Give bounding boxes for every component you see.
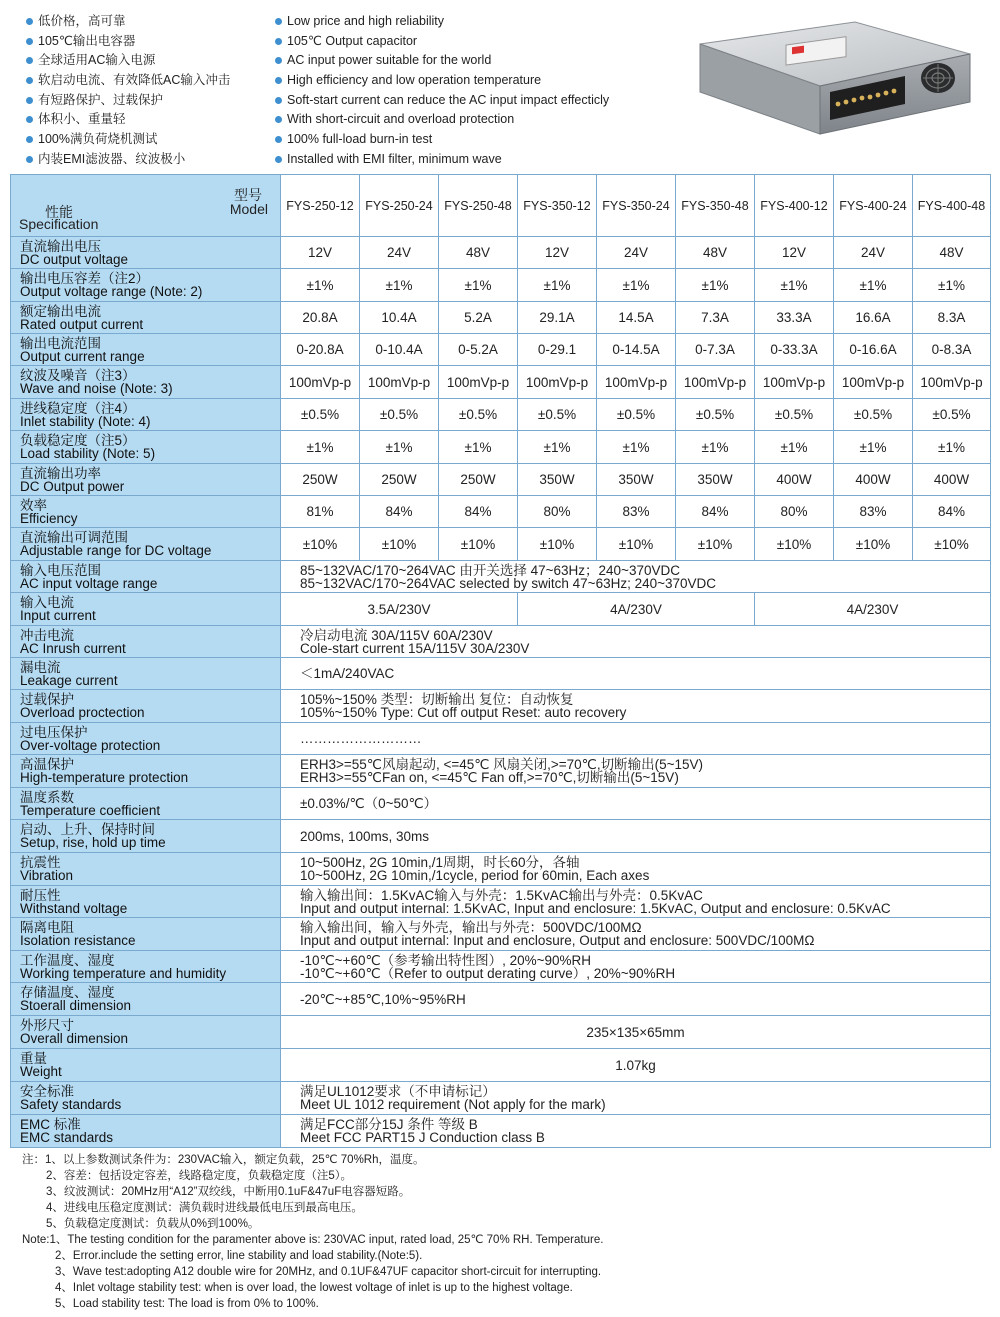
value-cell: 7.3A <box>676 302 755 334</box>
value-cell: 100mVp-p <box>834 366 913 399</box>
value-cell: ±10% <box>755 528 834 561</box>
value-cell: ±10% <box>281 528 360 561</box>
value-cell: ±1% <box>834 431 913 464</box>
spec-row <box>11 690 991 723</box>
value-cell: 0-5.2A <box>439 334 518 366</box>
row-label: 直流输出可调范围 Adjustable range for DC voltage <box>11 528 281 561</box>
input-current-row <box>11 593 991 626</box>
bullet-dot-icon <box>275 77 282 84</box>
row-label: 直流输出功率 DC Output power <box>11 464 281 496</box>
value-cell: ±0.5% <box>597 399 676 431</box>
spec-row <box>11 723 991 755</box>
center-rows <box>11 1016 991 1082</box>
value-cell: ±10% <box>913 528 991 561</box>
spec-row <box>11 366 991 399</box>
value-cell: ±10% <box>834 528 913 561</box>
value-cell: 48V <box>439 237 518 269</box>
note-line: 3、Wave test:adopting A12 double wire for 20MHz, and 0.1UF&47UF capacitor short-circuit for interrupting. <box>55 1266 602 1279</box>
row-value: ……………………… <box>281 723 991 755</box>
value-cell: 83% <box>834 496 913 528</box>
row-label: EMC 标准 EMC standards <box>11 1115 281 1148</box>
row-label: 启动、上升、保持时间 Setup, rise, hold up time <box>11 820 281 853</box>
value-cell: ±10% <box>518 528 597 561</box>
value-cell: 3.5A/230V <box>281 593 518 626</box>
value-cell: 0-8.3A <box>913 334 991 366</box>
note-line: 2、容差：包括设定容差，线路稳定度，负载稳定度（注5）。 <box>46 1170 353 1183</box>
value-cell: 29.1A <box>518 302 597 334</box>
value-cell: 20.8A <box>281 302 360 334</box>
value-cell: 24V <box>360 237 439 269</box>
value-cell: ±0.5% <box>439 399 518 431</box>
spec-row <box>11 1115 991 1148</box>
model-header-cell: FYS-350-12 <box>518 175 597 237</box>
spec-row <box>11 853 991 886</box>
value-cell: 0-29.1 <box>518 334 597 366</box>
row-label: 存储温度、湿度 Stoerall dimension <box>11 983 281 1016</box>
value-cell: 16.6A <box>834 302 913 334</box>
row-value: ERH3>=55℃风扇起动, <=45℃ 风扇关闭,>=70℃,切断输出(5~15V) ERH3>=55℃Fan on, <=45℃ Fan off,>=70℃,切断输出(5~15V) <box>281 755 991 788</box>
bullet-dot-icon <box>26 77 33 84</box>
model-header-cell: FYS-250-12 <box>281 175 360 237</box>
feature-item: 全球适用AC输入电源 <box>26 51 230 71</box>
row-value: 满足FCC部分15J 条件 等级 B Meet FCC PART15 J Conduction class B <box>281 1115 991 1148</box>
bullet-dot-icon <box>26 156 33 163</box>
row-label: 过载保护 Overload proctection <box>11 690 281 723</box>
note-line: Note:1、The testing condition for the paramenter above is: 230VAC input, rated load, 25℃ 70% RH. Temperature. <box>22 1234 604 1246</box>
value-cell: 48V <box>676 237 755 269</box>
bullet-dot-icon <box>275 156 282 163</box>
row-value: 200ms, 100ms, 30ms <box>281 820 991 853</box>
spec-row <box>11 399 991 431</box>
value-cell: 100mVp-p <box>913 366 991 399</box>
row-value: 105%~150% 类型：切断输出 复位：自动恢复 105%~150% Type: Cut off output Reset: auto recovery <box>281 690 991 723</box>
value-cell: 48V <box>913 237 991 269</box>
value-cell: 84% <box>360 496 439 528</box>
value-cell: ±0.5% <box>676 399 755 431</box>
value-cell: ±1% <box>834 269 913 302</box>
row-label: 外形尺寸 Overall dimension <box>11 1016 281 1049</box>
value-cell: 100mVp-p <box>439 366 518 399</box>
note-line: 2、Error.include the setting error, line stability and load stability.(Note:5). <box>55 1250 423 1263</box>
value-cell: ±1% <box>913 431 991 464</box>
header-corner-cell <box>11 175 281 237</box>
bullet-dot-icon <box>26 116 33 123</box>
note-line: 5、负载稳定度测试：负载从0%到100%。 <box>46 1218 260 1231</box>
value-cell: 24V <box>597 237 676 269</box>
feature-item: 内装EMI滤波器、纹波极小 <box>26 150 230 170</box>
feature-item: Soft-start current can reduce the AC input impact effecticly <box>275 91 609 111</box>
model-header-cell: FYS-350-48 <box>676 175 755 237</box>
value-cell: 100mVp-p <box>597 366 676 399</box>
bullet-dot-icon <box>275 38 282 45</box>
feature-item: 软启动电流、有效降低AC输入冲击 <box>26 71 230 91</box>
row-label: 重量 Weight <box>11 1049 281 1082</box>
bullet-dot-icon <box>26 97 33 104</box>
feature-item: High efficiency and low operation temperature <box>275 71 609 91</box>
model-header-cell: FYS-400-48 <box>913 175 991 237</box>
value-rows <box>11 237 991 561</box>
spec-table <box>10 174 991 1148</box>
row-label: 额定输出电流 Rated output current <box>11 302 281 334</box>
value-cell: 250W <box>281 464 360 496</box>
bullet-dot-icon <box>275 116 282 123</box>
feature-item: Low price and high reliability <box>275 12 609 32</box>
row-value: ＜1mA/240VAC <box>281 658 991 690</box>
value-cell: 84% <box>676 496 755 528</box>
feature-item: 体积小、重量轻 <box>26 110 230 130</box>
row-value: -20℃~+85℃,10%~95%RH <box>281 983 991 1016</box>
feature-item: AC input power suitable for the world <box>275 51 609 71</box>
spec-row <box>11 788 991 820</box>
value-cell: ±10% <box>676 528 755 561</box>
features-section <box>0 0 1000 172</box>
value-cell: 4A/230V <box>755 593 991 626</box>
value-cell: ±1% <box>755 269 834 302</box>
row-value: -10℃~+60℃（参考输出特性图）, 20%~90%RH -10℃~+60℃（Refer to output derating curve）, 20%~90%RH <box>281 951 991 983</box>
header-row <box>11 175 991 237</box>
value-cell: 33.3A <box>755 302 834 334</box>
spec-row <box>11 918 991 951</box>
spec-row <box>11 528 991 561</box>
model-header-cell: FYS-250-48 <box>439 175 518 237</box>
value-cell: 0-10.4A <box>360 334 439 366</box>
bullet-dot-icon <box>275 18 282 25</box>
value-cell: ±0.5% <box>281 399 360 431</box>
value-cell: ±10% <box>439 528 518 561</box>
row-label: 抗震性 Vibration <box>11 853 281 886</box>
notes-cn <box>22 1152 425 1232</box>
spec-row <box>11 658 991 690</box>
note-line: 4、进线电压稳定度测试：满负载时进线最低电压到最高电压。 <box>46 1202 363 1215</box>
bullet-dot-icon <box>26 18 33 25</box>
power-supply-product-image <box>680 14 980 164</box>
value-cell: ±1% <box>360 269 439 302</box>
model-header-cell: FYS-400-12 <box>755 175 834 237</box>
row-label: 耐压性 Withstand voltage <box>11 886 281 918</box>
spec-row <box>11 237 991 269</box>
row-label: 工作温度、湿度 Working temperature and humidity <box>11 951 281 983</box>
spec-row <box>11 464 991 496</box>
row-label: 输入电压范围 AC input voltage range <box>11 561 281 593</box>
value-cell: ±1% <box>281 431 360 464</box>
value-cell: 100mVp-p <box>518 366 597 399</box>
value-cell: 24V <box>834 237 913 269</box>
spec-row <box>11 269 991 302</box>
value-cell: ±0.5% <box>755 399 834 431</box>
value-cell: 80% <box>518 496 597 528</box>
row-label: 隔离电阻 Isolation resistance <box>11 918 281 951</box>
row-value: 输入输出间，输入与外壳，输出与外壳：500VDC/100MΩ Input and output internal: Input and enclosure, Output and enclosure: 500VDC/100MΩ <box>281 918 991 951</box>
value-cell: 350W <box>518 464 597 496</box>
bullet-dot-icon <box>26 38 33 45</box>
value-cell: 100mVp-p <box>676 366 755 399</box>
feature-item: 有短路保护、过载保护 <box>26 91 230 111</box>
value-cell: 0-7.3A <box>676 334 755 366</box>
row-label: 温度系数 Temperature coefficient <box>11 788 281 820</box>
spec-row <box>11 886 991 918</box>
value-cell: ±1% <box>597 269 676 302</box>
model-header-cell: FYS-350-24 <box>597 175 676 237</box>
row-value: 冷启动电流 30A/115V 60A/230V Cole-start current 15A/115V 30A/230V <box>281 626 991 658</box>
row-value: ±0.03%/℃（0~50℃） <box>281 788 991 820</box>
value-cell: ±0.5% <box>360 399 439 431</box>
row-label: 直流输出电压 DC output voltage <box>11 237 281 269</box>
row-label: 输入电流 Input current <box>11 593 281 626</box>
value-cell: 4A/230V <box>518 593 755 626</box>
row-value: 1.07kg <box>281 1049 991 1082</box>
bullet-dot-icon <box>275 97 282 104</box>
feature-item: Installed with EMI filter, minimum wave <box>275 150 609 170</box>
row-label: 进线稳定度（注4） Inlet stability (Note: 4) <box>11 399 281 431</box>
value-cell: 80% <box>755 496 834 528</box>
value-cell: 81% <box>281 496 360 528</box>
model-cn-label: 型号 <box>234 187 262 203</box>
value-cell: ±1% <box>913 269 991 302</box>
spec-row <box>11 983 991 1016</box>
spec-row <box>11 1082 991 1115</box>
value-cell: ±1% <box>439 431 518 464</box>
row-value: 85~132VAC/170~264VAC 由开关选择 47~63Hz；240~370VDC 85~132VAC/170~264VAC selected by switch 47~63Hz; 240~370VDC <box>281 561 991 593</box>
value-cell: 100mVp-p <box>755 366 834 399</box>
fan-grille-icon <box>921 63 955 93</box>
value-cell: ±0.5% <box>913 399 991 431</box>
spec-row <box>11 755 991 788</box>
model-en-label: Model <box>229 201 268 217</box>
value-cell: 12V <box>755 237 834 269</box>
value-cell: 0-14.5A <box>597 334 676 366</box>
value-cell: ±1% <box>281 269 360 302</box>
value-cell: 250W <box>360 464 439 496</box>
row-label: 负载稳定度（注5） Load stability (Note: 5) <box>11 431 281 464</box>
value-cell: 100mVp-p <box>281 366 360 399</box>
spec-row <box>11 496 991 528</box>
note-line: 5、Load stability test: The load is from 0% to 100%. <box>55 1298 319 1311</box>
value-cell: ±1% <box>597 431 676 464</box>
row-label: 效率 Efficiency <box>11 496 281 528</box>
spec-row <box>11 820 991 853</box>
spec-row <box>11 626 991 658</box>
spec-row <box>11 1049 991 1082</box>
value-cell: ±1% <box>439 269 518 302</box>
value-cell: 5.2A <box>439 302 518 334</box>
value-cell: 250W <box>439 464 518 496</box>
feature-item: 100%满负荷烧机测试 <box>26 130 230 150</box>
feature-item: 100% full-load burn-in test <box>275 130 609 150</box>
value-cell: 84% <box>439 496 518 528</box>
spec-row <box>11 1016 991 1049</box>
model-header-cell: FYS-250-24 <box>360 175 439 237</box>
tail-rows <box>11 1082 991 1148</box>
value-cell: ±1% <box>676 269 755 302</box>
row-value: 10~500Hz, 2G 10min,/1周期，时长60分，各轴 10~500Hz, 2G 10min,/1cycle, period for 60min, Each axes <box>281 853 991 886</box>
row-label: 高温保护 High-temperature protection <box>11 755 281 788</box>
input-range-row <box>11 561 991 593</box>
feature-item: 105℃输出电容器 <box>26 32 230 52</box>
value-cell: ±1% <box>518 269 597 302</box>
note-line: 3、纹波测试：20MHz用“A12”双绞线，中断用0.1uF&47uF电容器短路。 <box>46 1186 411 1199</box>
value-cell: 400W <box>913 464 991 496</box>
value-cell: ±1% <box>518 431 597 464</box>
spec-row <box>11 302 991 334</box>
value-cell: ±1% <box>676 431 755 464</box>
value-cell: ±0.5% <box>518 399 597 431</box>
value-cell: ±1% <box>360 431 439 464</box>
value-cell: 14.5A <box>597 302 676 334</box>
value-cell: 0-33.3A <box>755 334 834 366</box>
feature-item: With short-circuit and overload protection <box>275 110 609 130</box>
value-cell: 12V <box>281 237 360 269</box>
notes-en <box>22 1232 603 1312</box>
row-label: 纹波及噪音（注3） Wave and noise (Note: 3) <box>11 366 281 399</box>
row-label: 冲击电流 AC Inrush current <box>11 626 281 658</box>
value-cell: 0-20.8A <box>281 334 360 366</box>
value-cell: 12V <box>518 237 597 269</box>
spec-cn-label: 性能 <box>45 204 73 220</box>
bullet-dot-icon <box>26 136 33 143</box>
note-line: 4、Inlet voltage stability test: when is over load, the lowest voltage of inlet is up to the highest voltage. <box>55 1282 573 1295</box>
value-cell: ±1% <box>755 431 834 464</box>
spec-row <box>11 951 991 983</box>
value-cell: 400W <box>834 464 913 496</box>
bullet-dot-icon <box>26 57 33 64</box>
row-label: 输出电流范围 Output current range <box>11 334 281 366</box>
spec-row <box>11 431 991 464</box>
feature-item: 低价格，高可靠 <box>26 12 230 32</box>
row-label: 安全标准 Safety standards <box>11 1082 281 1115</box>
spec-row <box>11 334 991 366</box>
bullet-dot-icon <box>275 136 282 143</box>
value-cell: 84% <box>913 496 991 528</box>
value-cell: 400W <box>755 464 834 496</box>
model-header-cell: FYS-400-24 <box>834 175 913 237</box>
value-cell: 350W <box>597 464 676 496</box>
row-value: 235×135×65mm <box>281 1016 991 1049</box>
value-cell: ±0.5% <box>834 399 913 431</box>
value-cell: 83% <box>597 496 676 528</box>
features-cn-list <box>26 12 230 170</box>
value-cell: 10.4A <box>360 302 439 334</box>
note-line: 注：1、以上参数测试条件为：230VAC输入，额定负载，25℃ 70%Rh，温度。 <box>22 1154 425 1166</box>
features-en-list <box>275 12 609 170</box>
feature-item: 105℃ Output capacitor <box>275 32 609 52</box>
row-label: 输出电压容差（注2） Output voltage range (Note: 2) <box>11 269 281 302</box>
value-cell: 8.3A <box>913 302 991 334</box>
value-cell: ±10% <box>597 528 676 561</box>
value-cell: 0-16.6A <box>834 334 913 366</box>
wide-rows <box>11 626 991 1016</box>
value-cell: 350W <box>676 464 755 496</box>
row-label: 漏电流 Leakage current <box>11 658 281 690</box>
row-value: 满足UL1012要求（不申请标记） Meet UL 1012 requirement (Not apply for the mark) <box>281 1082 991 1115</box>
spec-en-label: Specification <box>19 216 99 232</box>
row-label: 过电压保护 Over-voltage protection <box>11 723 281 755</box>
row-value: 输入输出间：1.5KvAC输入与外壳：1.5KvAC输出与外壳：0.5KvAC Input and output internal: 1.5KvAC, Input and enclosure: 1.5KvAC, Output and enclosure: 0.5KvAC <box>281 886 991 918</box>
value-cell: 100mVp-p <box>360 366 439 399</box>
value-cell: ±10% <box>360 528 439 561</box>
bullet-dot-icon <box>275 57 282 64</box>
